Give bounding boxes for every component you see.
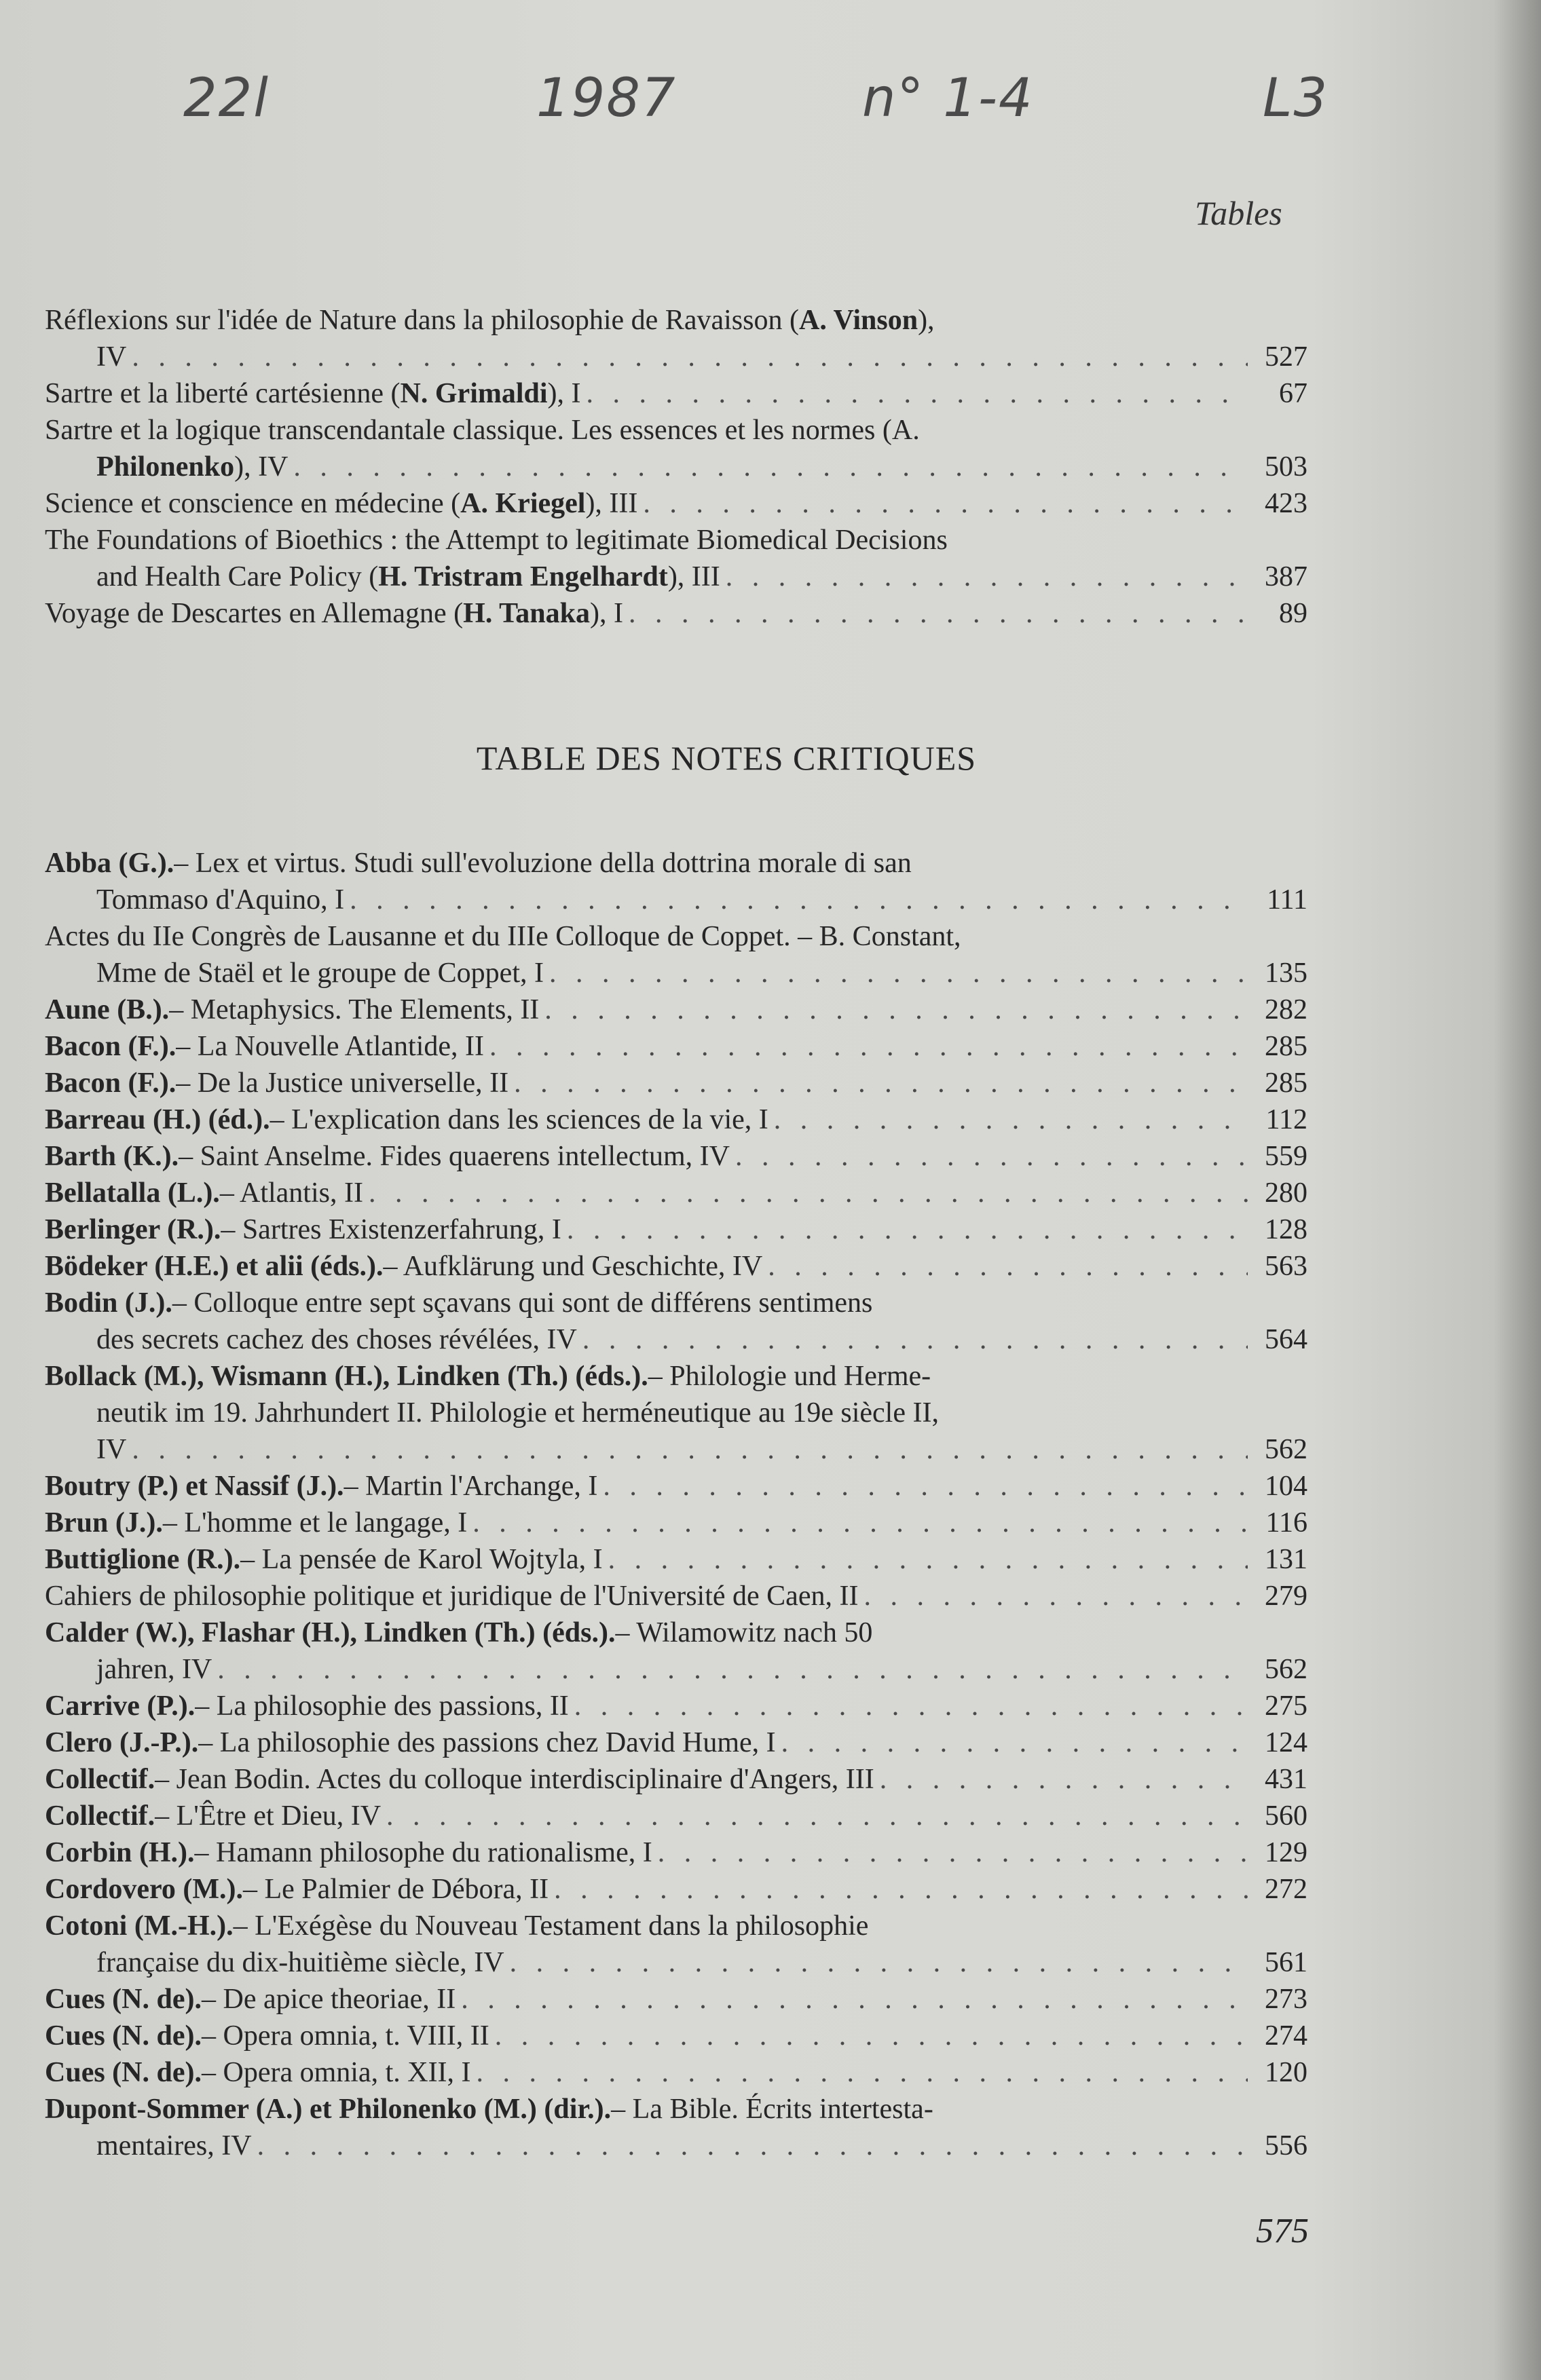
note-author: Bollack (M.), Wismann (H.), Lindken (Th.) (éds.).	[45, 1361, 648, 1392]
page-number: 562	[1265, 1434, 1307, 1465]
page-number: 275	[1265, 1690, 1307, 1722]
page-number: 124	[1265, 1727, 1307, 1758]
note-title-cont: neutik im 19. Jahrhundert II. Philologie et herméneutique au 19e siècle II,	[96, 1397, 939, 1429]
entry-author: Philonenko	[96, 451, 235, 483]
entry-volume: ), I	[547, 378, 581, 409]
note-entry	[45, 918, 1307, 991]
note-title: – La philosophie des passions, II	[195, 1690, 569, 1722]
page-number: 128	[1265, 1214, 1307, 1245]
note-author: Barth (K.).	[45, 1141, 179, 1172]
note-title: – Sartres Existenzerfahrung, I	[221, 1214, 561, 1245]
dot-leader	[549, 955, 1248, 991]
page-number: 563	[1265, 1251, 1307, 1282]
note-author: Bodin (J.).	[45, 1287, 172, 1319]
note-author: Calder (W.), Flashar (H.), Lindken (Th.) (éds.).	[45, 1617, 616, 1648]
note-entry	[45, 1505, 1307, 1541]
page-number: 116	[1265, 1507, 1307, 1538]
note-title: – L'explication dans les sciences de la vie, I	[270, 1104, 768, 1135]
page-number: 272	[1265, 1874, 1307, 1905]
table-articles-continued	[45, 302, 1307, 632]
note-title: – Hamann philosophe du rationalisme, I	[194, 1837, 652, 1868]
dot-leader	[217, 1651, 1248, 1688]
note-entry	[45, 1871, 1307, 1908]
note-title-cont: française du dix-huitième siècle, IV	[96, 1947, 504, 1978]
note-author: Barreau (H.) (éd.).	[45, 1104, 270, 1135]
table-notes-critiques	[45, 845, 1307, 2164]
page-number: 503	[1265, 451, 1307, 483]
page-number: 561	[1265, 1947, 1307, 1978]
entry-title: The Foundations of Bioethics : the Attempt to legitimate Biomedical Decisions	[45, 525, 948, 556]
note-entry	[45, 2054, 1307, 2091]
page-number: 120	[1265, 2057, 1307, 2088]
note-author: Clero (J.-P.).	[45, 1727, 199, 1758]
note-author: Carrive (P.).	[45, 1690, 196, 1722]
dot-leader	[132, 1431, 1248, 1468]
note-author: Bacon (F.).	[45, 1031, 177, 1062]
note-entry	[45, 1834, 1307, 1871]
entry-title: Voyage de Descartes en Allemagne (	[45, 598, 464, 629]
dot-leader	[514, 1065, 1248, 1101]
entry-title: Sartre et la liberté cartésienne (	[45, 378, 401, 409]
entry-title-cont: and Health Care Policy (	[96, 561, 379, 592]
note-title: – Opera omnia, t. VIII, II	[201, 2020, 489, 2052]
note-entry	[45, 991, 1307, 1028]
dot-leader	[608, 1541, 1248, 1578]
dot-leader	[603, 1468, 1248, 1505]
dot-leader	[880, 1761, 1248, 1798]
note-title: – L'Exégèse du Nouveau Testament dans la philosophie	[233, 1910, 869, 1942]
note-author: Bellatalla (L.).	[45, 1177, 220, 1209]
note-author: Abba (G.).	[45, 848, 174, 879]
entry-title: Réflexions sur l'idée de Nature dans la philosophie de Ravaisson (	[45, 305, 799, 336]
entry-author: H. Tanaka	[463, 598, 590, 629]
note-author: Cues (N. de).	[45, 2020, 202, 2052]
page-number: 135	[1265, 958, 1307, 989]
entry-author: A. Vinson	[798, 305, 918, 336]
note-title-cont: Tommaso d'Aquino, I	[96, 884, 345, 915]
entry-title: Science et conscience en médecine (	[45, 488, 461, 519]
note-title: – La philosophie des passions chez David Hume, I	[198, 1727, 776, 1758]
page-number: 131	[1265, 1544, 1307, 1575]
dot-leader	[510, 1944, 1248, 1981]
entry-title: Sartre et la logique transcendantale classique. Les essences et les normes (A.	[45, 415, 920, 446]
note-entry	[45, 1761, 1307, 1798]
note-title-cont: mentaires, IV	[96, 2130, 252, 2161]
dot-leader	[574, 1688, 1248, 1724]
note-title: – Lex et virtus. Studi sull'evoluzione della dottrina morale di san	[174, 848, 912, 879]
dot-leader	[257, 2128, 1248, 2164]
page-number: 67	[1279, 378, 1307, 409]
dot-leader	[554, 1871, 1248, 1908]
note-title: – Jean Bodin. Actes du colloque interdisciplinaire d'Angers, III	[155, 1764, 874, 1795]
note-entry	[45, 2018, 1307, 2054]
note-author: Corbin (H.).	[45, 1837, 195, 1868]
note-title: – Saint Anselme. Fides quaerens intellectum, IV	[179, 1141, 730, 1172]
note-author: Boutry (P.) et Nassif (J.).	[45, 1471, 344, 1502]
dot-leader	[864, 1578, 1248, 1614]
dot-leader	[386, 1798, 1248, 1834]
note-entry	[45, 1065, 1307, 1101]
dot-leader	[768, 1248, 1248, 1285]
page-number: 282	[1265, 994, 1307, 1025]
note-title: – Atlantis, II	[219, 1177, 363, 1209]
page-number: 280	[1265, 1177, 1307, 1209]
page-number: 564	[1265, 1324, 1307, 1355]
dot-leader	[735, 1138, 1248, 1175]
page-number: 104	[1265, 1471, 1307, 1502]
page-number: 556	[1265, 2130, 1307, 2161]
note-entry	[45, 845, 1307, 918]
dot-leader	[489, 1028, 1248, 1065]
note-author: Brun (J.).	[45, 1507, 163, 1538]
toc-entry	[45, 522, 1307, 595]
page-number: 562	[1265, 1654, 1307, 1685]
dot-leader	[132, 339, 1248, 375]
dot-leader	[544, 991, 1248, 1028]
note-entry	[45, 1688, 1307, 1724]
note-title: – Martin l'Archange, I	[344, 1471, 598, 1502]
note-title: Cahiers de philosophie politique et juridique de l'Université de Caen, II	[45, 1581, 859, 1612]
note-title-cont: Mme de Staël et le groupe de Coppet, I	[96, 958, 544, 989]
note-title: – Colloque entre sept sçavans qui sont de différens sentimens	[172, 1287, 873, 1319]
toc-entry	[45, 375, 1307, 412]
handwritten-note-4: L3	[1263, 68, 1329, 129]
dot-leader	[472, 1505, 1248, 1541]
note-title-cont: IV	[96, 1434, 127, 1465]
note-title: – Opera omnia, t. XII, I	[201, 2057, 471, 2088]
note-author: Cues (N. de).	[45, 1984, 202, 2015]
note-author: Cues (N. de).	[45, 2057, 202, 2088]
dot-leader	[643, 485, 1248, 522]
dot-leader	[658, 1834, 1248, 1871]
handwritten-note-3: n° 1-4	[862, 68, 1034, 129]
note-author: Buttiglione (R.).	[45, 1544, 241, 1575]
page-number: 129	[1265, 1837, 1307, 1868]
dot-leader	[582, 1321, 1248, 1358]
note-title: – La Bible. Écrits intertesta-	[611, 2094, 933, 2125]
dot-leader	[567, 1211, 1248, 1248]
note-title: – De la Justice universelle, II	[176, 1068, 509, 1099]
note-entry	[45, 1614, 1307, 1688]
note-title-cont: jahren, IV	[96, 1654, 212, 1685]
note-title: – L'Être et Dieu, IV	[155, 1800, 382, 1832]
entry-title-end: ),	[918, 305, 935, 336]
note-title: – Philologie und Herme-	[648, 1361, 931, 1392]
page-number: 273	[1265, 1984, 1307, 2015]
note-author: Aune (B.).	[45, 994, 170, 1025]
handwritten-note-2: 1987	[536, 68, 677, 129]
note-title: – La pensée de Karol Wojtyla, I	[240, 1544, 603, 1575]
note-author: Collectif.	[45, 1800, 155, 1832]
page-number: 560	[1265, 1800, 1307, 1832]
entry-volume: ), I	[589, 598, 623, 629]
page-number: 387	[1265, 561, 1307, 592]
note-entry	[45, 1798, 1307, 1834]
note-author: Bödeker (H.E.) et alii (éds.).	[45, 1251, 384, 1282]
toc-entry	[45, 485, 1307, 522]
page-number: 527	[1265, 341, 1307, 373]
note-title: – Aufklärung und Geschichte, IV	[383, 1251, 763, 1282]
entry-volume: ), III	[667, 561, 720, 592]
page-number: 89	[1279, 598, 1307, 629]
note-entry	[45, 1138, 1307, 1175]
note-author: Collectif.	[45, 1764, 155, 1795]
note-title-cont: des secrets cachez des choses révélées, IV	[96, 1324, 577, 1355]
book-spine-shadow	[1493, 0, 1541, 2380]
page-number: 431	[1265, 1764, 1307, 1795]
dot-leader	[629, 595, 1248, 632]
dot-leader	[350, 882, 1248, 918]
entry-volume: ), IV	[234, 451, 289, 483]
handwritten-note-1: 22l	[183, 68, 270, 129]
entry-volume: IV	[96, 341, 127, 373]
note-entry	[45, 2091, 1307, 2164]
toc-entry	[45, 595, 1307, 632]
note-author: Berlinger (R.).	[45, 1214, 221, 1245]
note-author: Cotoni (M.-H.).	[45, 1910, 234, 1942]
toc-entry	[45, 302, 1307, 375]
dot-leader	[477, 2054, 1248, 2091]
note-author: Cordovero (M.).	[45, 1874, 243, 1905]
dot-leader	[781, 1724, 1248, 1761]
dot-leader	[587, 375, 1248, 412]
page-number: 111	[1267, 884, 1307, 915]
page-number: 559	[1265, 1141, 1307, 1172]
note-title: Actes du IIe Congrès de Lausanne et du IIIe Colloque de Coppet. – B. Constant,	[45, 921, 961, 952]
note-author: Bacon (F.).	[45, 1068, 177, 1099]
note-entry	[45, 1724, 1307, 1761]
entry-author: A. Kriegel	[460, 488, 586, 519]
note-entry	[45, 1358, 1307, 1468]
note-entry	[45, 1541, 1307, 1578]
page-folio: 575	[1256, 2212, 1309, 2250]
dot-leader	[461, 1981, 1248, 2018]
note-entry	[45, 1211, 1307, 1248]
note-entry	[45, 1101, 1307, 1138]
entry-author: N. Grimaldi	[400, 378, 548, 409]
page-number: 279	[1265, 1581, 1307, 1612]
dot-leader	[293, 449, 1248, 485]
dot-leader	[369, 1175, 1248, 1211]
dot-leader	[774, 1101, 1248, 1138]
entry-volume: ), III	[585, 488, 638, 519]
note-title: – Wilamowitz nach 50	[615, 1617, 873, 1648]
dot-leader	[495, 2018, 1248, 2054]
section-title: TABLE DES NOTES CRITIQUES	[476, 739, 977, 777]
note-entry	[45, 1578, 1307, 1614]
note-entry	[45, 1908, 1307, 1981]
dot-leader	[726, 559, 1248, 595]
toc-entry	[45, 412, 1307, 485]
note-entry	[45, 1468, 1307, 1505]
note-title: – Le Palmier de Débora, II	[242, 1874, 549, 1905]
note-title: – L'homme et le langage, I	[162, 1507, 468, 1538]
page-number: 423	[1265, 488, 1307, 519]
note-entry	[45, 1285, 1307, 1358]
note-author: Dupont-Sommer (A.) et Philonenko (M.) (dir.).	[45, 2094, 612, 2125]
note-entry	[45, 1028, 1307, 1065]
note-entry	[45, 1175, 1307, 1211]
running-head: Tables	[1195, 194, 1282, 232]
page-number: 285	[1265, 1068, 1307, 1099]
note-entry	[45, 1981, 1307, 2018]
note-title: – De apice theoriae, II	[201, 1984, 456, 2015]
note-title: – La Nouvelle Atlantide, II	[176, 1031, 484, 1062]
note-entry	[45, 1248, 1307, 1285]
page-number: 274	[1265, 2020, 1307, 2052]
page-number: 285	[1265, 1031, 1307, 1062]
entry-author: H. Tristram Engelhardt	[378, 561, 668, 592]
note-title: – Metaphysics. The Elements, II	[169, 994, 540, 1025]
page-number: 112	[1265, 1104, 1307, 1135]
